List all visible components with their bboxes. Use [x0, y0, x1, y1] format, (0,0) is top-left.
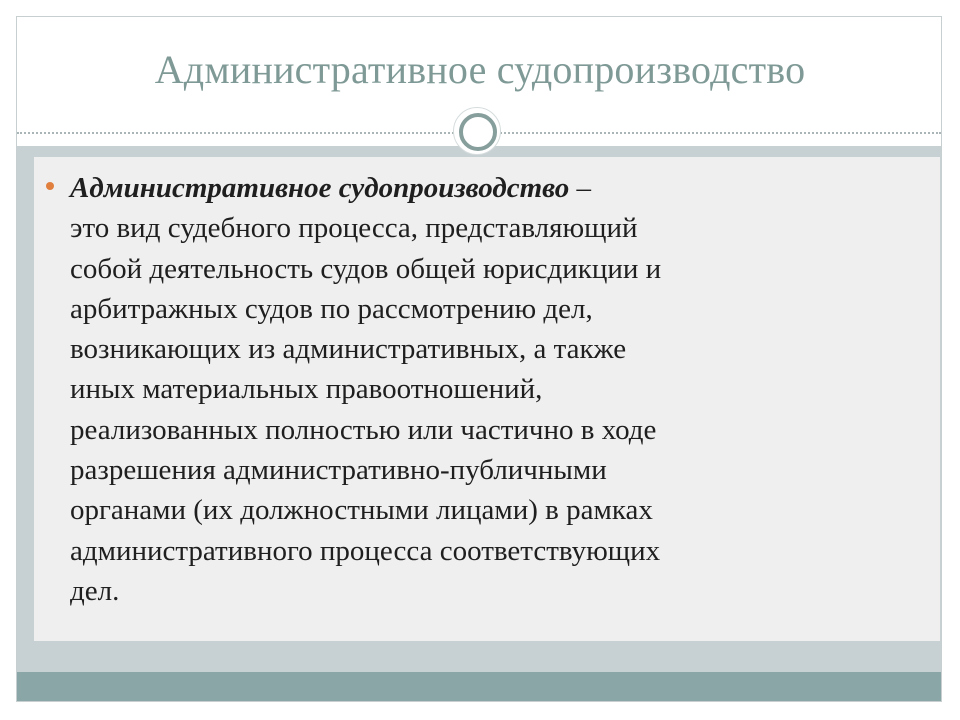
slide-title: Административное судопроизводство [154, 47, 806, 92]
bullet-line: собой деятельность судов общей юрисдикции и [70, 252, 662, 285]
term-dash: – [569, 172, 591, 204]
bullet-line: это вид судебного процесса, представляющий [70, 212, 638, 245]
footer-bar [17, 672, 941, 701]
bullet-line: возникающих из административных, а также [70, 333, 627, 366]
bullet-text [70, 168, 910, 611]
bullet-line: органами (их должностными лицами) в рамках [70, 494, 653, 527]
bullet-line: иных материальных правоотношений, [70, 373, 543, 406]
defined-term: Административное судопроизводство [70, 172, 570, 204]
bullet-line: разрешения административно-публичными [70, 454, 607, 487]
bullet-line: арбитражных судов по рассмотрению дел, [70, 292, 593, 325]
bullet-line-first [70, 168, 910, 208]
bullet-line: реализованных полностью или частично в ходе [70, 413, 657, 446]
bullet-line: административного процесса соответствующих [70, 534, 661, 567]
bullet-line: дел. [70, 574, 120, 607]
bullet-dot-icon [46, 182, 54, 190]
ring-icon [453, 107, 501, 155]
